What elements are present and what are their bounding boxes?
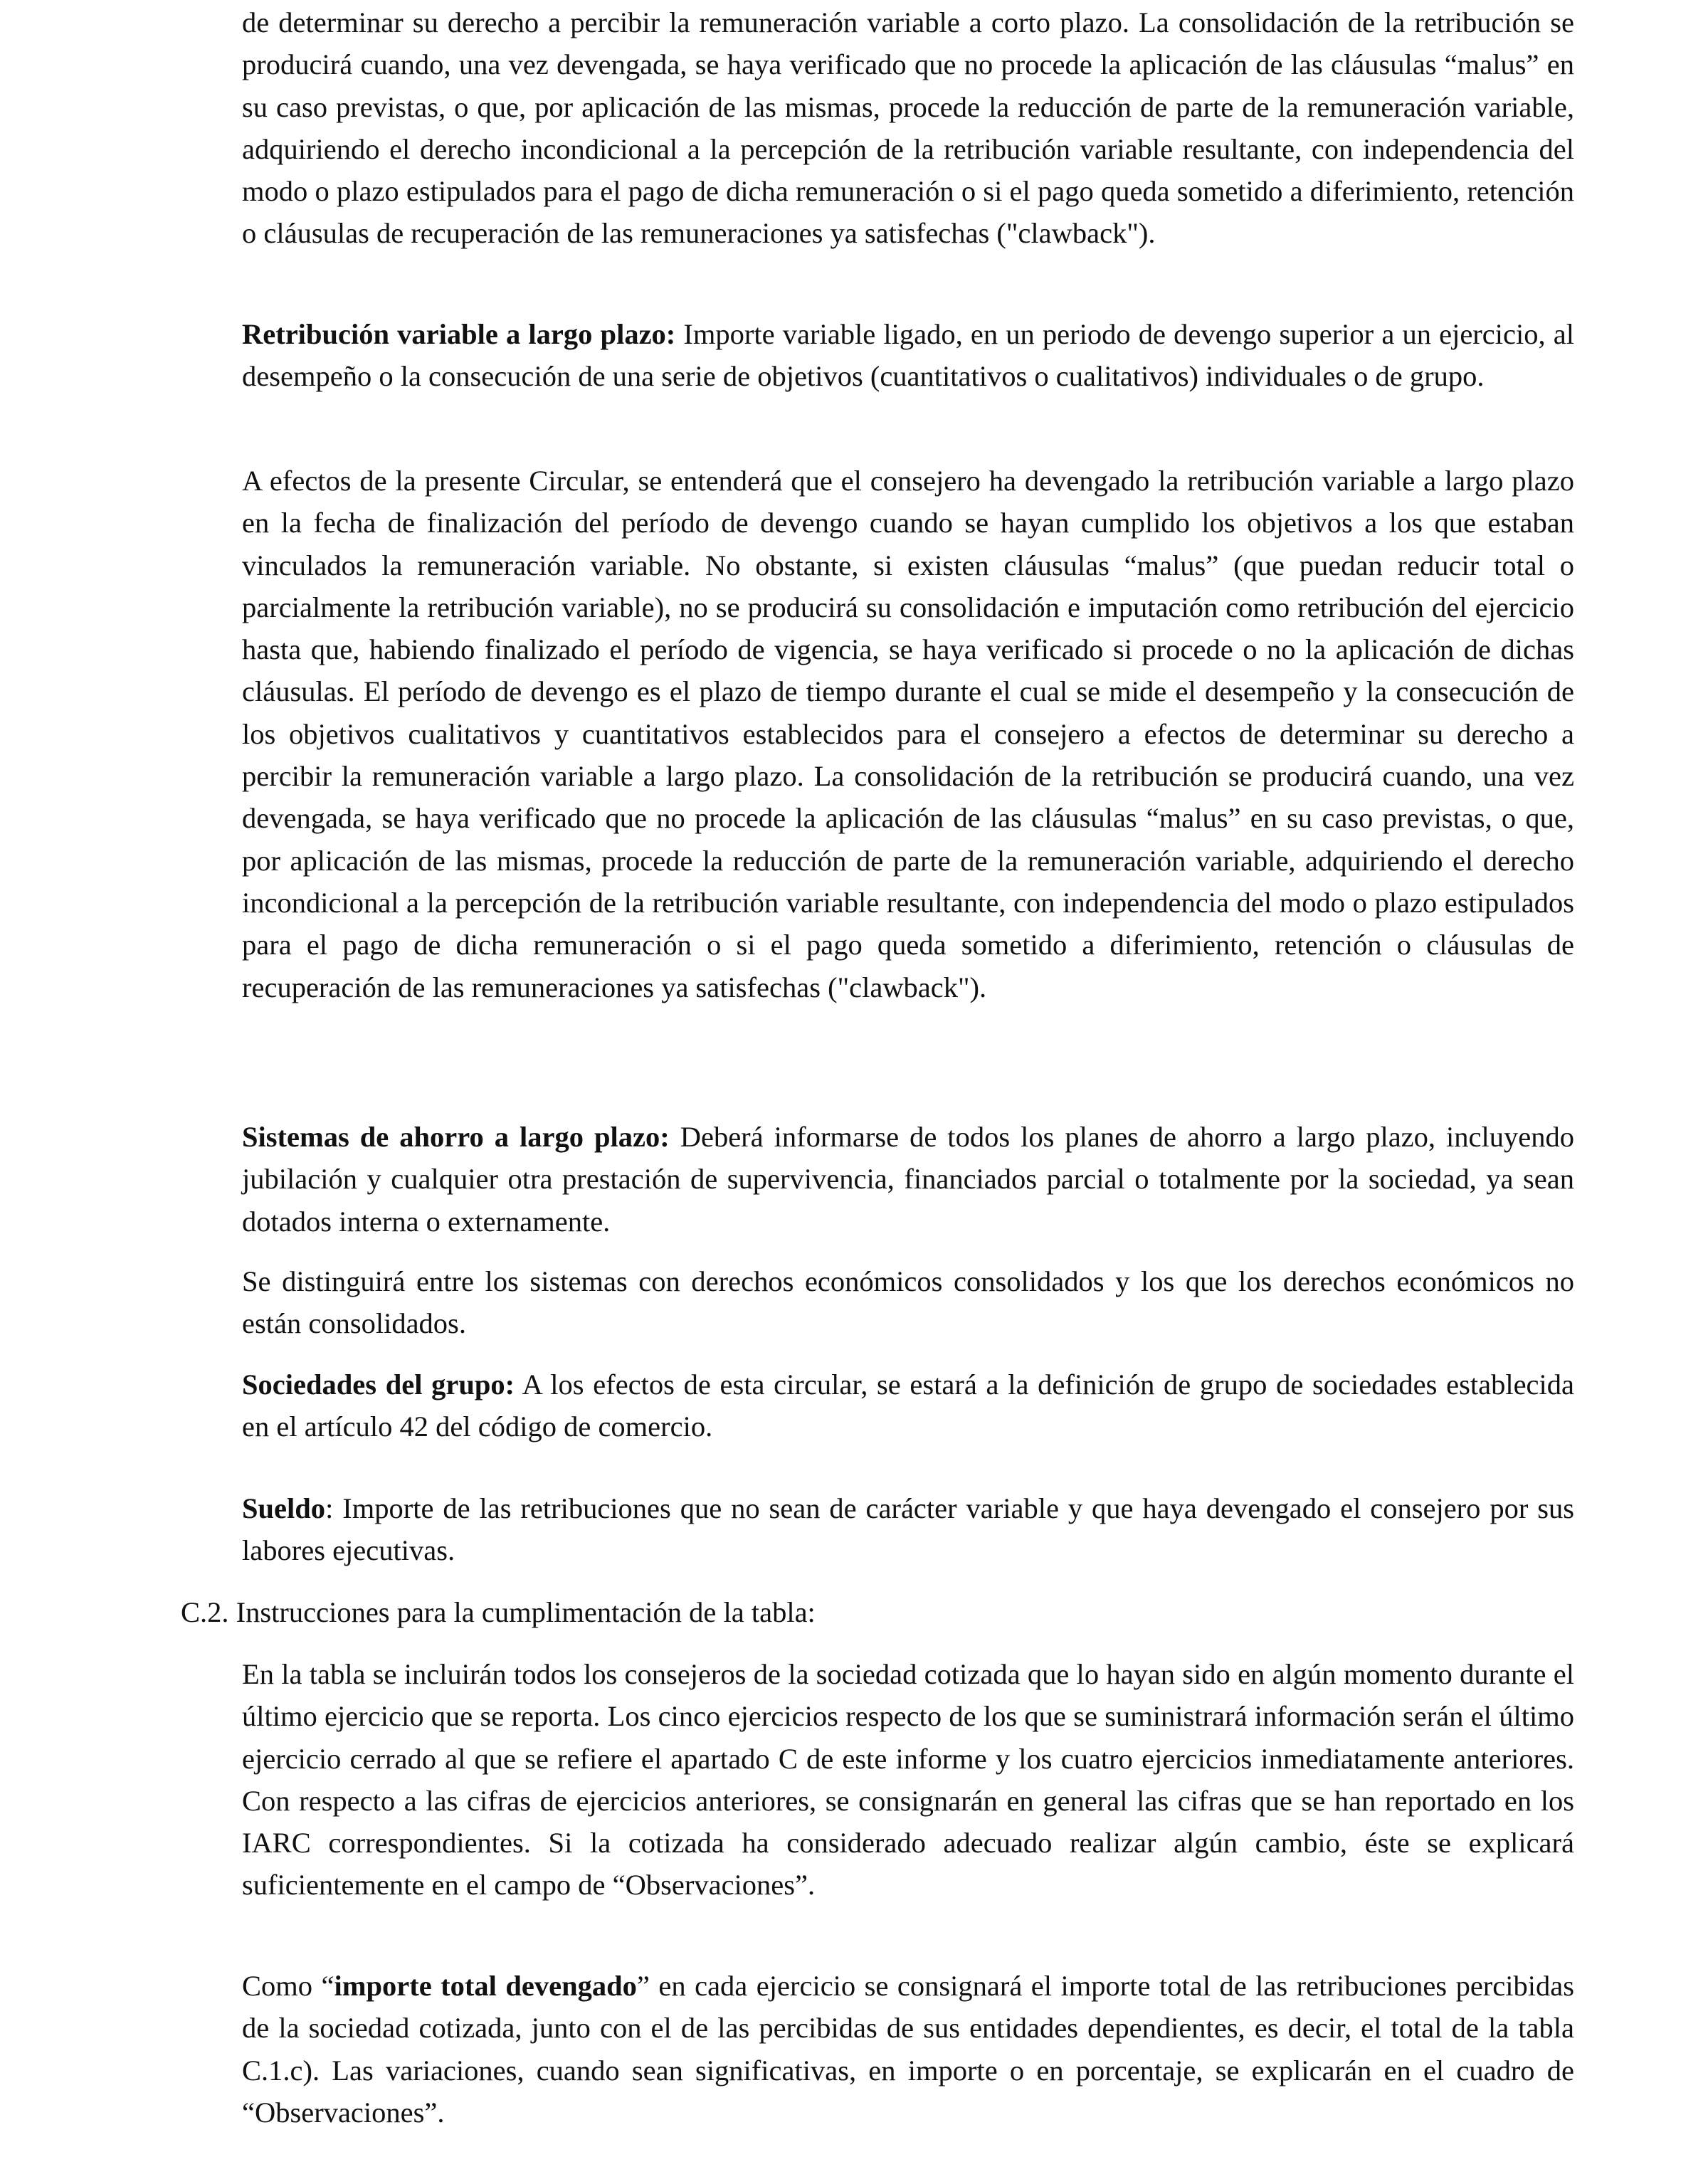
paragraph-short-term-variable-continuation: de determinar su derecho a percibir la remuneración variable a corto plazo. La consolidación de la retribución se producirá cuando, una vez devengada, se haya verificado que no procede la aplicación de las cláusulas “malus” en su caso previstas, o que, por aplicación de las mismas, procede la reducción de parte de la remuneración variable, adquiriendo el derecho incondicional a la percepción de la retribución variable resultante, con independencia del modo o plazo estipulados para el pago de dicha remuneración o si el pago queda sometido a diferimiento, retención o cláusulas de recuperación de las remuneraciones ya satisfechas ("clawback").: [242, 6, 1574, 250]
definition-group-companies: A los efectos de esta circular, se estará a la definición de grupo de sociedades establecida en el artículo 42 del código de comercio.: [242, 1368, 1574, 1443]
term-long-term-variable: Retribución variable a largo plazo:: [242, 318, 676, 350]
section-heading-c2: C.2. Instrucciones para la cumplimentación de la tabla:: [181, 1596, 816, 1628]
term-total-accrued-amount: importe total devengado: [334, 1970, 637, 2002]
term-savings-systems: Sistemas de ahorro a largo plazo:: [242, 1121, 670, 1153]
paragraph-salary-definition: [242, 1487, 1574, 1572]
paragraph-savings-systems-definition: [242, 1116, 1574, 1242]
term-group-companies: Sociedades del grupo:: [242, 1368, 515, 1400]
definition-long-term-variable: Importe variable ligado, en un periodo de devengo superior a un ejercicio, al desempeño o la consecución de una serie de objetivos (cuantitativos o cualitativos) individuales o de grupo.: [242, 318, 1574, 393]
quote-open: Como “: [242, 1970, 334, 2002]
definition-total-accrued-amount: ” en cada ejercicio se consignará el importe total de las retribuciones percibidas de la sociedad cotizada, junto con el de las percibidas de sus entidades dependientes, es decir, el total de la tabla C.1.c). Las variaciones, cuando sean significativas, en importe o en porcentaje, se explicarán en el cuadro de “Observaciones”.: [242, 1970, 1574, 2128]
term-salary: Sueldo: [242, 1492, 326, 1524]
paragraph-group-companies-definition: [242, 1363, 1574, 1448]
paragraph-table-instructions: En la tabla se incluirán todos los consejeros de la sociedad cotizada que lo hayan sido en algún momento durante el último ejercicio que se reporta. Los cinco ejercicios respecto de los que se suministrará información serán el último ejercicio cerrado al que se refiere el apartado C de este informe y los cuatro ejercicios inmediatamente anteriores. Con respecto a las cifras de ejercicios anteriores, se consignarán en general las cifras que se han reportado en los IARC correspondientes. Si la cotizada ha considerado adecuado realizar algún cambio, éste se explicará suficientemente en el campo de “Observaciones”.: [242, 1658, 1574, 1901]
paragraph-long-term-variable-definition: [242, 313, 1574, 398]
definition-savings-systems: Deberá informarse de todos los planes de ahorro a largo plazo, incluyendo jubilación y cualquier otra prestación de supervivencia, financiados parcial o totalmente por la sociedad, ya sean dotados interna o externamente.: [242, 1121, 1574, 1238]
paragraph-total-accrued-amount: [242, 1965, 1574, 2133]
paragraph-long-term-variable-accrual: A efectos de la presente Circular, se entenderá que el consejero ha devengado la retribución variable a largo plazo en la fecha de finalización del período de devengo cuando se hayan cumplido los objetivos a los que estaban vinculados la remuneración variable. No obstante, si existen cláusulas “malus” (que puedan reducir total o parcialmente la retribución variable), no se producirá su consolidación e imputación como retribución del ejercicio hasta que, habiendo finalizado el período de vigencia, se haya verificado si procede o no la aplicación de dichas cláusulas. El período de devengo es el plazo de tiempo durante el cual se mide el desempeño y la consecución de los objetivos cualitativos y cuantitativos establecidos para el consejero a efectos de determinar su derecho a percibir la remuneración variable a largo plazo. La consolidación de la retribución se producirá cuando, una vez devengada, se haya verificado que no procede la aplicación de las cláusulas “malus” en su caso previstas, o que, por aplicación de las mismas, procede la reducción de parte de la remuneración variable, adquiriendo el derecho incondicional a la percepción de la retribución variable resultante, con independencia del modo o plazo estipulados para el pago de dicha remuneración o si el pago queda sometido a diferimiento, retención o cláusulas de recuperación de las remuneraciones ya satisfechas ("clawback").: [242, 465, 1574, 1003]
definition-salary: : Importe de las retribuciones que no sean de carácter variable y que haya devengado el consejero por sus labores ejecutivas.: [242, 1492, 1574, 1567]
paragraph-savings-systems-distinction: Se distinguirá entre los sistemas con derechos económicos consolidados y los que los derechos económicos no están consolidados.: [242, 1265, 1574, 1340]
